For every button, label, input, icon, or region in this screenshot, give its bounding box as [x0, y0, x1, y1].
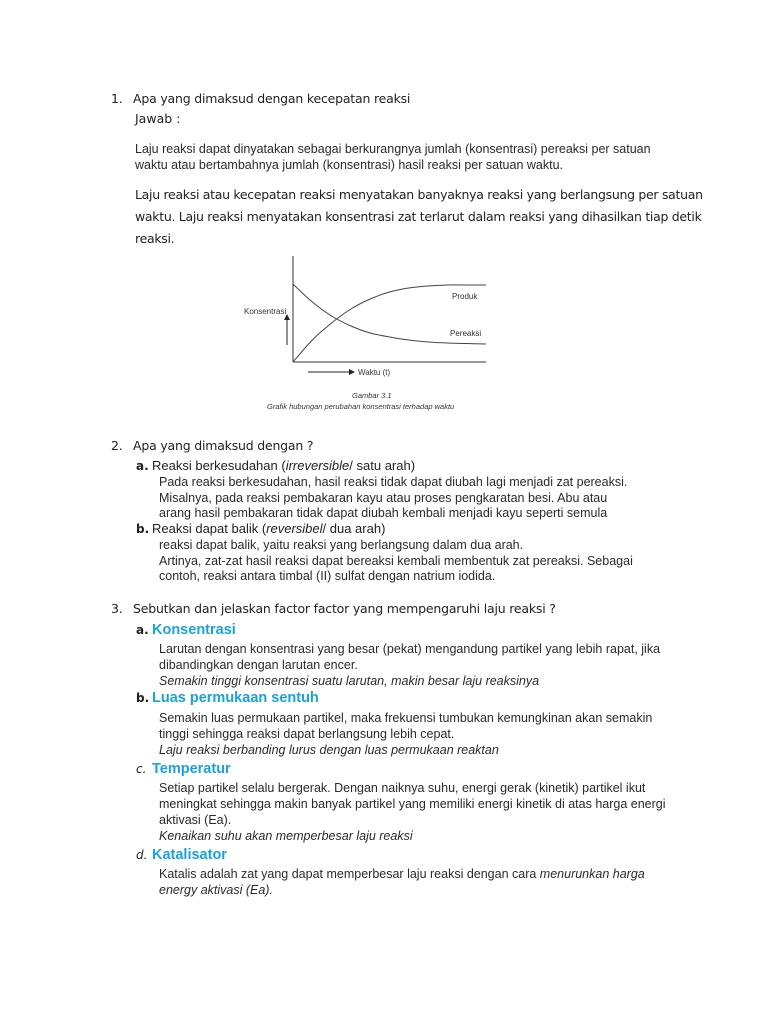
- chart-caption-text: Grafik hubungan perubahan konsentrasi terhadap waktu: [267, 402, 455, 411]
- question-3-number: 3.: [111, 601, 123, 616]
- q3d-title: Katalisator: [152, 847, 227, 863]
- q1-answer-line: waktu atau bertambahnya jumlah (konsentrasi) hasil reaksi per satuan waktu.: [135, 158, 563, 172]
- series-label-produk: Produk: [452, 292, 478, 301]
- question-1-number: 1.: [111, 91, 123, 106]
- q3c-italic-note: Kenaikan suhu akan memperbesar laju reaksi: [159, 829, 413, 843]
- q3d-line: energy aktivasi (Ea).: [159, 883, 273, 897]
- q2b-line: contoh, reaksi antara timbal (II) sulfat dengan natrium iodida.: [159, 569, 496, 583]
- q2a-head-text: Reaksi berkesudahan (: [152, 458, 286, 473]
- q3a-heading: [136, 621, 236, 639]
- q3a-line: dibandingkan dengan larutan encer.: [159, 658, 358, 672]
- q3c-body: [159, 780, 666, 844]
- q3c-line: Setiap partikel selalu bergerak. Dengan naiknya suhu, energi gerak (kinetik) partikel ikut: [159, 781, 646, 795]
- series-label-pereaksi: Pereaksi: [450, 329, 482, 338]
- q3b-title: Luas permukaan sentuh: [152, 690, 319, 706]
- q3a-line: Larutan dengan konsentrasi yang besar (pekat) mengandung partikel yang lebih rapat, jika: [159, 642, 661, 656]
- q3c-letter: c.: [136, 762, 147, 776]
- q2b-line: reaksi dapat balik, yaitu reaksi yang berlangsung dalam dua arah.: [159, 538, 524, 552]
- q2b-body: [159, 538, 633, 585]
- question-3-text: Sebutkan dan jelaskan factor factor yang mempengaruhi laju reaksi ?: [133, 601, 556, 616]
- q3d-letter: d.: [136, 848, 148, 862]
- q3c-line: aktivasi (Ea).: [159, 813, 232, 827]
- q2b-letter: b.: [136, 522, 150, 536]
- q2a-letter: a.: [136, 459, 149, 473]
- question-2: [111, 438, 313, 453]
- q2a-head-italic: irreversible: [285, 458, 350, 473]
- q3b-italic-note: Laju reaksi berbanding lurus dengan luas permukaan reaktan: [159, 743, 499, 757]
- q1-bold-line: reaksi.: [135, 231, 175, 246]
- q2b-heading: [136, 521, 385, 536]
- q2a-body: [159, 475, 627, 522]
- q2a-heading: [136, 458, 415, 473]
- q1-answer: [135, 141, 651, 173]
- question-2-number: 2.: [111, 438, 123, 453]
- q3b-heading: [136, 689, 319, 707]
- q2b-head-italic: reversibel: [266, 521, 323, 536]
- chart-caption-number: Gambar 3.1: [352, 391, 392, 400]
- q3b-letter: b.: [136, 691, 150, 705]
- q1-bold-line: Laju reaksi atau kecepatan reaksi menyatakan banyaknya reaksi yang berlangsung per satuan: [135, 187, 703, 202]
- q2a-line: Misalnya, pada reaksi pembakaran kayu atau proses pengkaratan besi. Abu atau: [159, 490, 608, 505]
- q3b-body: [159, 710, 652, 758]
- q3a-title: Konsentrasi: [152, 622, 236, 638]
- jawab-label: Jawab :: [135, 111, 181, 126]
- concentration-time-chart: [230, 248, 520, 418]
- y-axis-label: Konsentrasi: [244, 307, 287, 316]
- q1-answer-line: Laju reaksi dapat dinyatakan sebagai berkurangnya jumlah (konsentrasi) pereaksi per satuan: [135, 142, 651, 156]
- q3b-line: tinggi sehingga reaksi dapat berlangsung lebih cepat.: [159, 727, 455, 741]
- q1-bold-paragraph: [135, 184, 703, 250]
- q3d-heading: [136, 846, 227, 864]
- question-1-text: Apa yang dimaksud dengan kecepatan reaksi: [133, 91, 411, 106]
- q3d-line-text: Katalis adalah zat yang dapat memperbesar laju reaksi dengan cara: [159, 867, 540, 881]
- question-1: [111, 91, 410, 106]
- q2b-head-text: Reaksi dapat balik (: [152, 521, 267, 536]
- q3d-line-italic: menurunkan harga: [539, 867, 645, 881]
- q3d-body: [159, 866, 645, 898]
- q3c-title: Temperatur: [152, 761, 231, 777]
- x-axis-label: Waktu (t): [358, 368, 391, 377]
- q1-bold-line: waktu. Laju reaksi menyatakan konsentrasi zat terlarut dalam reaksi yang dihasilkan tiap detik: [135, 209, 702, 224]
- q3a-body: [159, 641, 660, 689]
- question-3: [111, 601, 556, 616]
- q3a-italic-note: Semakin tinggi konsentrasi suatu larutan, makin besar laju reaksinya: [159, 674, 540, 688]
- q3c-heading: [136, 760, 231, 778]
- q3d-line: [159, 866, 645, 882]
- q2a-head-suffix: / satu arah): [349, 458, 416, 473]
- q3c-line: meningkat sehingga makin banyak partikel yang memiliki energi kinetik di atas harga energi: [159, 797, 666, 811]
- question-2-text: Apa yang dimaksud dengan ?: [133, 438, 314, 453]
- q2b-head-suffix: / dua arah): [322, 521, 386, 536]
- q3b-line: Semakin luas permukaan partikel, maka frekuensi tumbukan kemungkinan akan semakin: [159, 711, 653, 725]
- q2a-line: Pada reaksi berkesudahan, hasil reaksi tidak dapat diubah lagi menjadi zat pereaksi.: [159, 475, 628, 489]
- q3a-letter: a.: [136, 623, 149, 637]
- q2a-line: arang hasil pembakaran tidak dapat diubah kembali menjadi kayu seperti semula: [159, 506, 608, 520]
- q2b-line: Artinya, zat-zat hasil reaksi dapat bereaksi kembali membentuk zat pereaksi. Sebagai: [159, 553, 633, 568]
- x-axis-arrow-head: [349, 369, 355, 375]
